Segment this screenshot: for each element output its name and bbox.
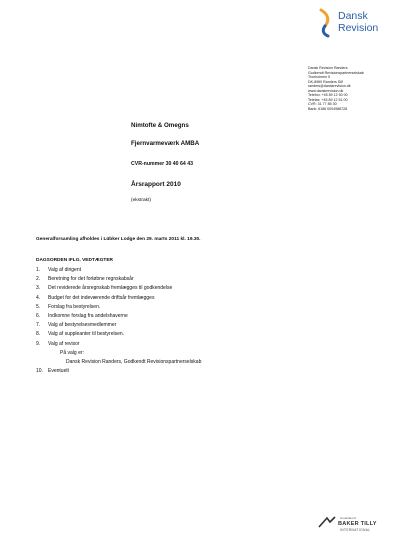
footer-brand: BAKER TILLY: [338, 521, 377, 527]
agenda-item-number: 5.: [36, 303, 41, 310]
agenda-sub-label-row: [36, 349, 336, 358]
agenda-sub-value-row: [36, 358, 336, 367]
agenda-item-text: Valg af dirigent: [48, 267, 81, 273]
agenda-item: [36, 367, 336, 376]
report-title: Årsrapport 2010: [131, 181, 181, 188]
agenda-item-number: 7.: [36, 322, 41, 329]
agenda-item: [36, 321, 336, 330]
auditor-candidate: Dansk Revision Randers, Godkendt Revisionspartnerselskab: [66, 358, 202, 365]
firm-line: Tronholmen 5: [308, 75, 331, 80]
firm-line: DK-8960 Randers SØ: [308, 79, 343, 84]
agenda-item-number: 9.: [36, 340, 41, 347]
agenda-item: [36, 303, 336, 312]
report-subtitle: (ekstrakt): [131, 198, 151, 203]
firm-line: Telefax: +45 89 12 51 00: [308, 97, 348, 102]
agenda-item: [36, 294, 336, 303]
firm-address-block: [308, 66, 398, 111]
agenda-item-text: Forslag fra bestyrelsen.: [48, 303, 101, 310]
agenda-item: [36, 312, 336, 321]
baker-tilly-mark-icon: [318, 515, 336, 529]
firm-line: Bank: 6186 0004988728: [308, 106, 348, 111]
company-name-line-2: Fjernvarmeværk AMBA: [131, 140, 200, 147]
agenda-item-text: Valg af revisor: [48, 340, 80, 347]
agenda-item-number: 10.: [36, 368, 43, 375]
meeting-notice: Generalforsamling afholdes i Lübker Lodge den 29. marts 2011 kl. 19.30.: [36, 237, 201, 242]
agenda-item: [36, 330, 336, 339]
firm-line: Telefon: +45 89 12 50 00: [308, 93, 348, 98]
agenda-item-number: 3.: [36, 285, 41, 292]
agenda-item-text: Eventuelt: [48, 368, 69, 375]
firm-line: randers@danskrevision.dk: [308, 84, 351, 89]
firm-line: www.danskrevision.dk: [308, 88, 344, 93]
agenda-item: [36, 275, 336, 284]
agenda-item-number: 8.: [36, 331, 41, 338]
agenda-item-text: Budget for det indeværende driftsår fremlægges: [48, 294, 155, 301]
footer-member-of: A member of: [340, 516, 356, 520]
agenda-item-text: Beretning for det forløbne regnskabsår: [48, 276, 134, 283]
logo-line-2: Revision: [338, 22, 379, 34]
agenda-title: DAGSORDEN IFLG. VEDTÆGTER: [36, 258, 114, 263]
agenda-list: [36, 266, 336, 376]
company-name-line-1: Nimtofte & Omegns: [131, 122, 189, 129]
auditor-up-for-election-label: På valg er:: [60, 349, 84, 356]
footer-international: INTERNATIONAL: [340, 528, 371, 532]
agenda-item-number: 6.: [36, 312, 41, 319]
cvr-number: CVR-nummer 30 40 64 43: [131, 161, 193, 167]
agenda-item-text: Indkomne forslag fra andelshaverne: [48, 312, 128, 319]
agenda-item-number: 1.: [36, 267, 41, 273]
firm-line: CVR: 31 77 85 30: [308, 102, 337, 107]
baker-tilly-logo: [318, 515, 380, 541]
logo-mark-icon: [318, 8, 336, 38]
logo-text: [338, 10, 378, 34]
agenda-item-text: Det reviderede årsregnskab fremlægges til godkendelse: [48, 285, 173, 292]
agenda-item-text: Valg af bestyrelsesmedlemmer: [48, 322, 117, 329]
logo-line-1: Dansk: [338, 10, 368, 22]
firm-line: Godkendt Revisionspartnerselskab: [308, 70, 364, 75]
agenda-item: [36, 284, 336, 293]
agenda-item-text: Valg af suppleanter til bestyrelsen.: [48, 331, 125, 338]
agenda-item-number: 4.: [36, 294, 41, 301]
agenda-item: [36, 340, 336, 349]
agenda-item-number: 2.: [36, 276, 41, 283]
agenda-item: [36, 266, 336, 275]
firm-line: Dansk Revision Randers: [308, 66, 348, 70]
dansk-revision-logo: [318, 8, 394, 38]
